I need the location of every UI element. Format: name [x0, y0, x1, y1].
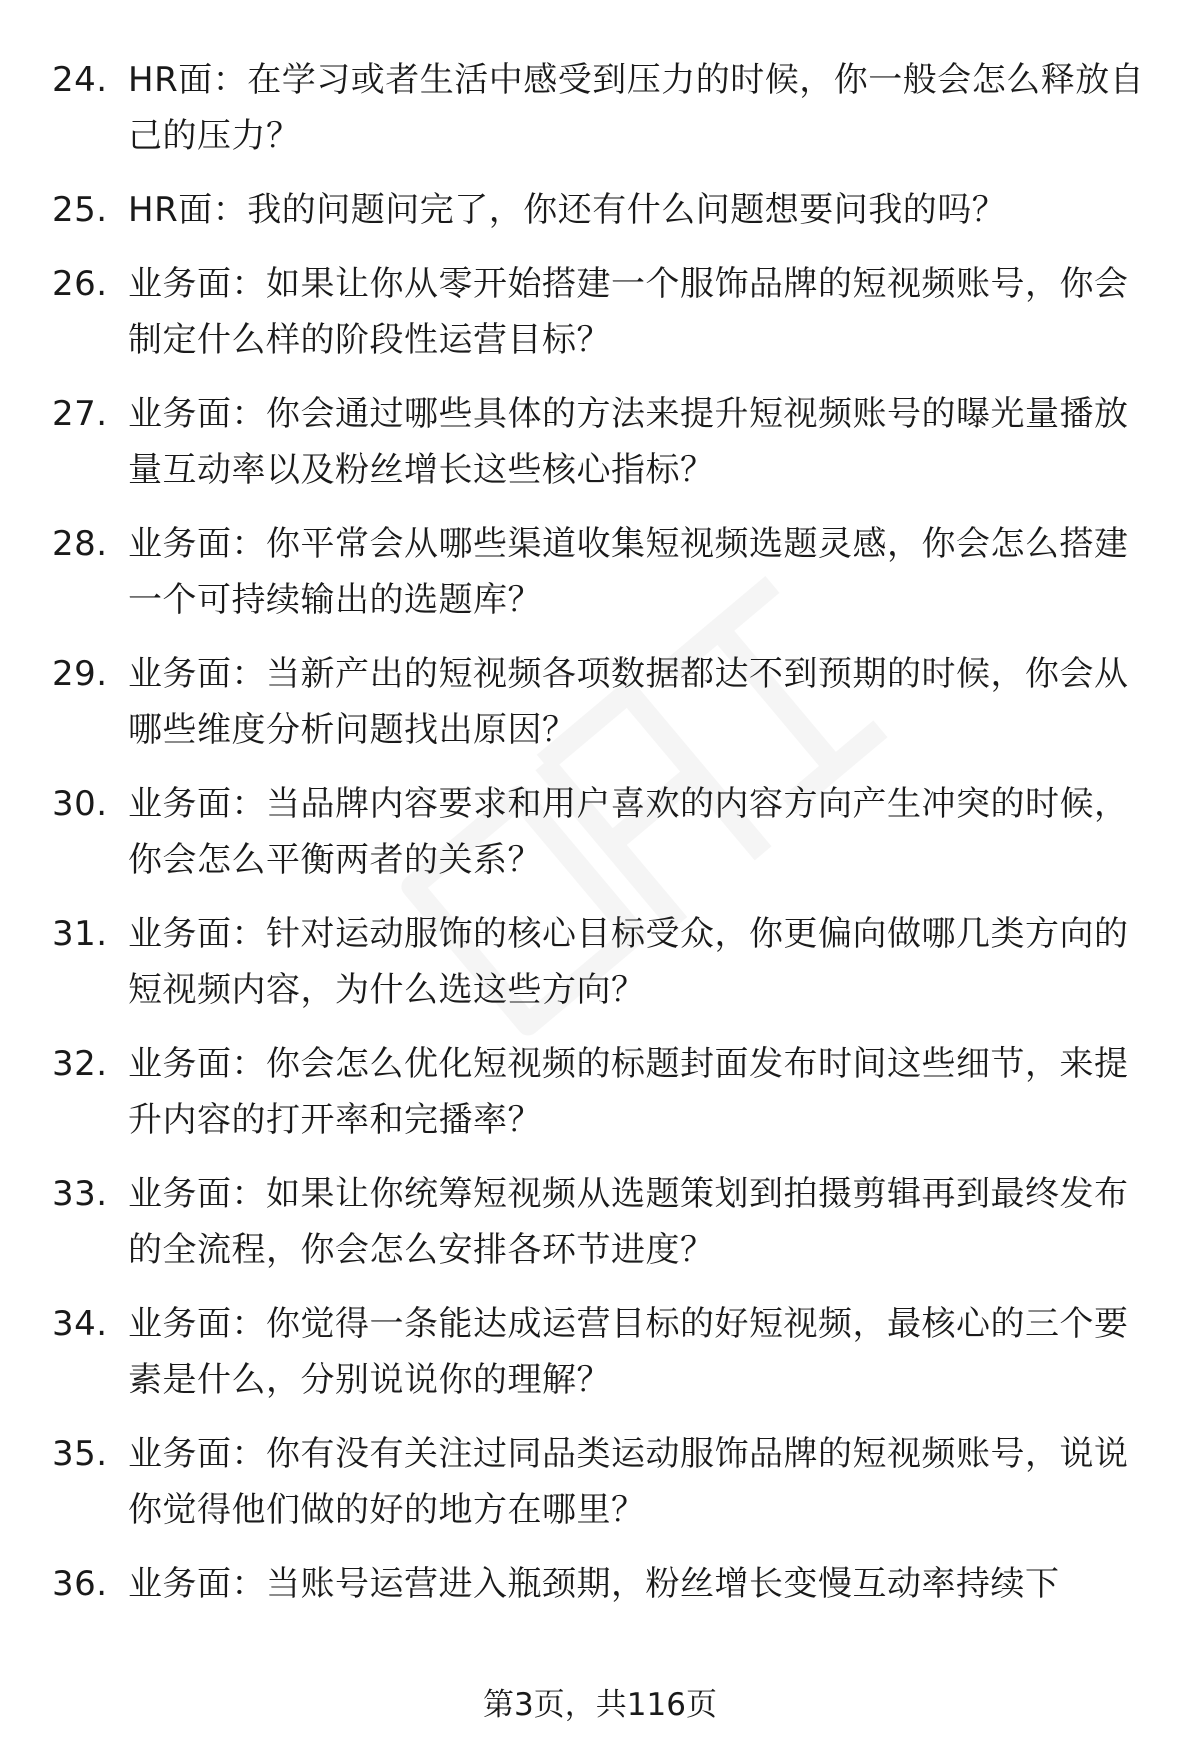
question-number: 27.	[52, 394, 108, 434]
question-item	[0, 1296, 1200, 1408]
question-text: 业务面：如果让你从零开始搭建一个服饰品牌的短视频账号，你会制定什么样的阶段性运营目标？	[128, 264, 1129, 360]
question-item	[0, 256, 1200, 368]
question-text: HR面：在学习或者生活中感受到压力的时候，你一般会怎么释放自己的压力？	[128, 60, 1145, 156]
question-number: 32.	[52, 1044, 108, 1084]
question-number: 36.	[52, 1564, 108, 1604]
question-text: 业务面：当账号运营进入瓶颈期，粉丝增长变慢互动率持续下	[128, 1564, 1060, 1604]
question-text: 业务面：针对运动服饰的核心目标受众，你更偏向做哪几类方向的短视频内容，为什么选这些方向？	[128, 914, 1129, 1010]
page-number-label: 第3页，共116页	[483, 1687, 717, 1723]
question-text: 业务面：你会通过哪些具体的方法来提升短视频账号的曝光量播放量互动率以及粉丝增长这些核心指标？	[128, 394, 1129, 490]
question-item	[0, 1426, 1200, 1538]
question-list	[0, 52, 1200, 1630]
question-text: 业务面：你有没有关注过同品类运动服饰品牌的短视频账号，说说你觉得他们做的好的地方在哪里？	[128, 1434, 1129, 1530]
question-item	[0, 646, 1200, 758]
question-text: 业务面：如果让你统筹短视频从选题策划到拍摄剪辑再到最终发布的全流程，你会怎么安排各环节进度？	[128, 1174, 1129, 1270]
question-number: 26.	[52, 264, 108, 304]
question-number: 29.	[52, 654, 108, 694]
question-item	[0, 182, 1200, 238]
question-number: 25.	[52, 190, 108, 230]
question-number: 24.	[52, 60, 108, 100]
question-item	[0, 1036, 1200, 1148]
question-number: 33.	[52, 1174, 108, 1214]
question-item	[0, 52, 1200, 164]
question-text: 业务面：当品牌内容要求和用户喜欢的内容方向产生冲突的时候，你会怎么平衡两者的关系？	[128, 784, 1129, 880]
question-item	[0, 1166, 1200, 1278]
question-text: 业务面：你会怎么优化短视频的标题封面发布时间这些细节，来提升内容的打开率和完播率？	[128, 1044, 1129, 1140]
question-item	[0, 1556, 1200, 1612]
question-number: 30.	[52, 784, 108, 824]
question-text: HR面：我的问题问完了，你还有什么问题想要问我的吗？	[128, 190, 1007, 230]
question-item	[0, 906, 1200, 1018]
question-text: 业务面：你平常会从哪些渠道收集短视频选题灵感，你会怎么搭建一个可持续输出的选题库？	[128, 524, 1129, 620]
question-number: 35.	[52, 1434, 108, 1474]
question-text: 业务面：当新产出的短视频各项数据都达不到预期的时候，你会从哪些维度分析问题找出原因？	[128, 654, 1129, 750]
question-item	[0, 776, 1200, 888]
question-number: 34.	[52, 1304, 108, 1344]
page-footer	[0, 1683, 1200, 1727]
question-item	[0, 516, 1200, 628]
question-number: 28.	[52, 524, 108, 564]
question-number: 31.	[52, 914, 108, 954]
question-item	[0, 386, 1200, 498]
question-text: 业务面：你觉得一条能达成运营目标的好短视频，最核心的三个要素是什么，分别说说你的理解？	[128, 1304, 1129, 1400]
